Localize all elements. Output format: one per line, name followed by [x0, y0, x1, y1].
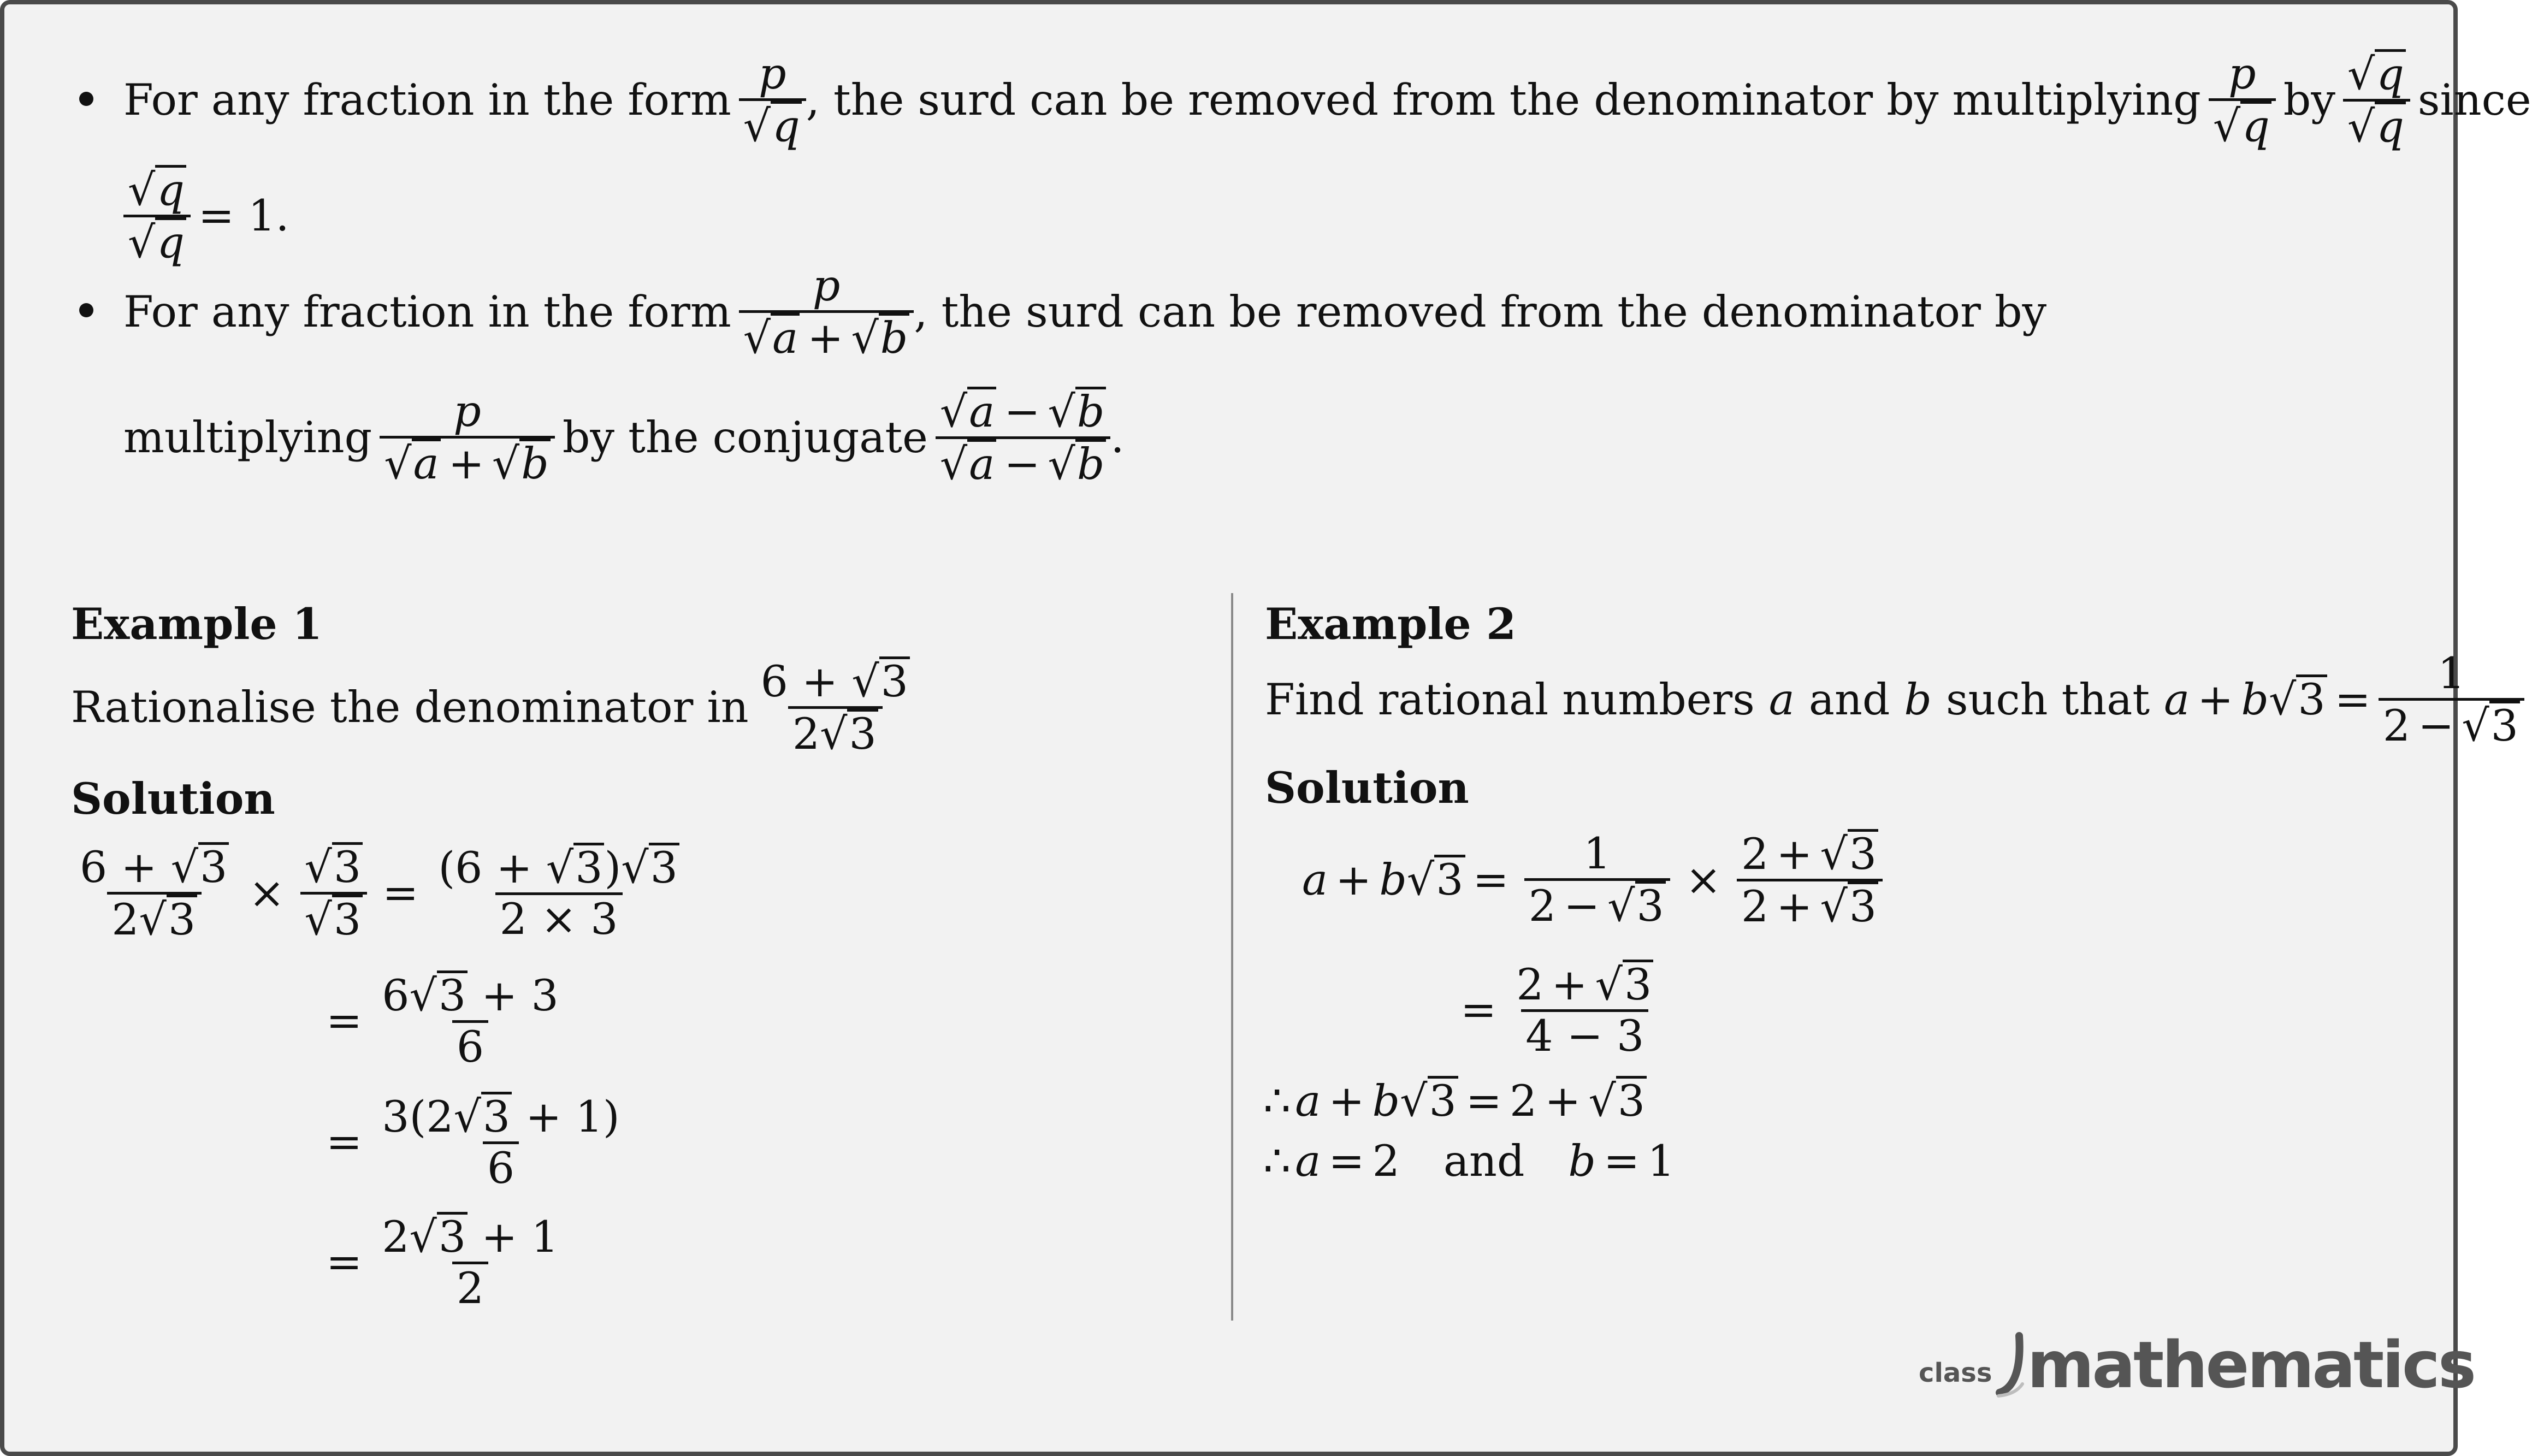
- example-1-step-2: = 6 √ 3 + 3 6: [318, 963, 571, 1078]
- radical-sign: √: [743, 100, 771, 151]
- example-2-step-1-fraction-b: 2 + √ 3 2 + √ 3: [1737, 829, 1883, 931]
- bullet-dot-1: [79, 92, 93, 106]
- step-4-fraction: 2 √ 3 + 1 2: [382, 1212, 559, 1313]
- sqrt-q: √ q: [2213, 101, 2271, 150]
- column-divider: [1231, 593, 1233, 1321]
- example-2-step-1: a + b √ 3 = 1 2 − √ 3 × 2 + √ 3 2 + √ 3: [1302, 822, 1890, 937]
- bullet-2-line-2: [123, 380, 1125, 495]
- bullet-2-lead-text: For any fraction in the form: [123, 286, 731, 337]
- example-2-step-1-fraction-a: 1 2 − √ 3: [1524, 830, 1670, 930]
- example-1-step-1: [68, 836, 691, 950]
- step-1-rhs-fraction: (6 + √ 3 ) √ 3 2 × 3: [434, 843, 684, 943]
- fraction-p-over-root-a-plus-root-b: p √ a + √ b: [739, 262, 914, 362]
- example-2-target-fraction: 1 2 − √ 3: [2379, 649, 2524, 750]
- logo-small-text: class: [1919, 1358, 1992, 1389]
- example-2-prompt-lead: Find rational numbers: [1265, 674, 1755, 725]
- bullet-2-by-conjugate-text: by the conjugate: [562, 412, 928, 463]
- bullet-dot-2: [79, 303, 93, 317]
- step-3-fraction: 3(2 √ 3 + 1) 6: [382, 1092, 620, 1193]
- step-1-lhs-fraction: 6 + √ 3 2 √ 3: [75, 842, 233, 944]
- step-1-multiplier-fraction: √ 3 √ 3: [300, 842, 368, 944]
- example-1-prompt: [71, 650, 922, 765]
- bullet-1-by-text: by: [2283, 74, 2335, 125]
- var-p: p: [758, 49, 786, 99]
- example-1-prompt-text: Rationalise the denominator in: [71, 682, 749, 732]
- times-sign: ×: [249, 867, 285, 918]
- example-2-conclusion-1: ∴ a + b √ 3 = 2 + √ 3: [1263, 1074, 1647, 1128]
- fraction-p-over-root-q: [739, 50, 806, 150]
- fraction-root-q-over-root-q-2: √ q √ q: [123, 165, 191, 267]
- fraction-conjugate: √ a − √ b √ a − √ b: [936, 387, 1111, 488]
- example-2-prompt: Find rational numbers a and b such that a + b √ 3 = 1 2 − √ 3: [1265, 642, 2532, 757]
- example-2-conclusion-2: ∴ a = 2 and b = 1: [1263, 1135, 1675, 1186]
- bullet-1-lead-text: For any fraction in the form: [123, 74, 731, 125]
- bullet-2-line-1: [123, 254, 2046, 369]
- bullet-1-since-text: since: [2417, 74, 2531, 125]
- example-2-step-2-fraction: 2 + √ 3 4 − 3: [1512, 960, 1658, 1060]
- class-mathematics-logo: [1919, 1327, 2475, 1402]
- logo-swoosh-icon: [1997, 1331, 2030, 1397]
- fraction-root-q-over-root-q: √ q √ q: [2343, 49, 2410, 151]
- sqrt-q: √ q: [743, 101, 802, 150]
- example-1-expression: 6 + √ 3 2 √ 3: [756, 656, 914, 758]
- logo-main-text: mathematics: [2027, 1327, 2475, 1402]
- bullet-1-mid-text: , the surd can be removed from the denominator by multiplying: [806, 74, 2201, 125]
- example-1-step-4: = 2 √ 3 + 1 2: [318, 1205, 571, 1319]
- fraction-p-over-root-a-plus-root-b-2: p √ a + √ b: [380, 387, 555, 488]
- therefore-sign: ∴: [1263, 1075, 1291, 1126]
- example-1-solution-heading: Solution: [71, 773, 275, 824]
- example-1-heading: Example 1: [71, 599, 323, 649]
- example-1-step-3: = 3(2 √ 3 + 1) 6: [318, 1085, 632, 1199]
- fraction-p-over-root-q-2: p √ q: [2209, 50, 2276, 150]
- bullet-1-end-text: = 1.: [198, 190, 289, 241]
- example-2-heading: Example 2: [1265, 599, 1517, 649]
- bullet-2-tail-text: , the surd can be removed from the denominator by: [914, 286, 2047, 337]
- step-2-fraction: 6 √ 3 + 3 6: [382, 970, 559, 1072]
- bullet-1-line-1: [123, 43, 2531, 157]
- equals-sign: =: [382, 867, 419, 918]
- bullet-2-multiplying-text: multiplying: [123, 412, 372, 463]
- example-2-solution-heading: Solution: [1265, 762, 1469, 813]
- bullet-2-end-text: .: [1110, 412, 1125, 463]
- example-2-step-2: = 2 + √ 3 4 − 3: [1453, 952, 1665, 1067]
